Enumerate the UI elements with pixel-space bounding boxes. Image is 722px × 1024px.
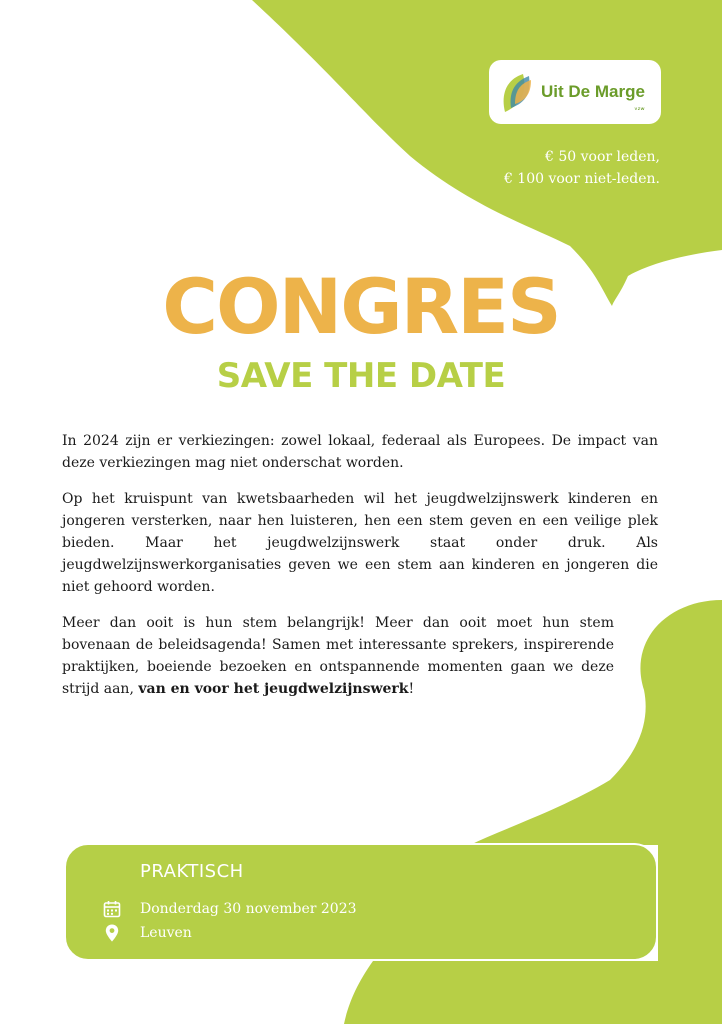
logo-suffix: VZW — [634, 106, 645, 111]
body-text — [62, 430, 658, 714]
practical-date: Donderdag 30 november 2023 — [140, 901, 357, 917]
practical-date-row — [102, 899, 357, 919]
location-pin-icon — [102, 923, 122, 943]
logo-text: Uit De Marge VZW — [541, 82, 645, 111]
calendar-icon — [102, 899, 122, 919]
logo — [489, 60, 661, 124]
practical-card — [64, 843, 658, 961]
page-subtitle: SAVE THE DATE — [216, 356, 506, 396]
paragraph-2: Op het kruispunt van kwetsbaarheden wil het jeugdwelzijnswerk kinderen en jongeren versterken, naar hen luisteren, hen een stem geven en een veilige plek bieden. Maar het jeugdwelzijnswerk staat onder druk. Als jeugdwelzijnswerkorganisaties geven we een stem aan kinderen en jongeren die niet gehoord worden. — [62, 491, 658, 595]
practical-title: PRAKTISCH — [140, 861, 244, 882]
practical-location-row — [102, 923, 192, 943]
paragraph-3-emphasis: van en voor het jeugdwelzijnswerk — [138, 681, 409, 697]
page-title: CONGRES — [162, 262, 560, 351]
logo-leaf-icon — [497, 68, 537, 116]
price-info — [504, 146, 660, 190]
price-members: € 50 voor leden, — [544, 149, 660, 165]
price-non-members: € 100 voor niet-leden. — [503, 171, 660, 187]
paragraph-1: In 2024 zijn er verkiezingen: zowel lokaal, federaal als Europees. De impact van deze verkiezingen mag niet onderschat worden. — [62, 433, 658, 471]
paragraph-3: Meer dan ooit is hun stem belangrijk! Meer dan ooit moet hun stem bovenaan de beleidsagenda! Samen met interessante sprekers, inspirerende praktijken, boeiende bezoeken en ontspannende momenten gaan we deze strijd aan, van en voor het jeugdwelzijnswerk! — [62, 615, 614, 697]
practical-location: Leuven — [140, 925, 192, 941]
